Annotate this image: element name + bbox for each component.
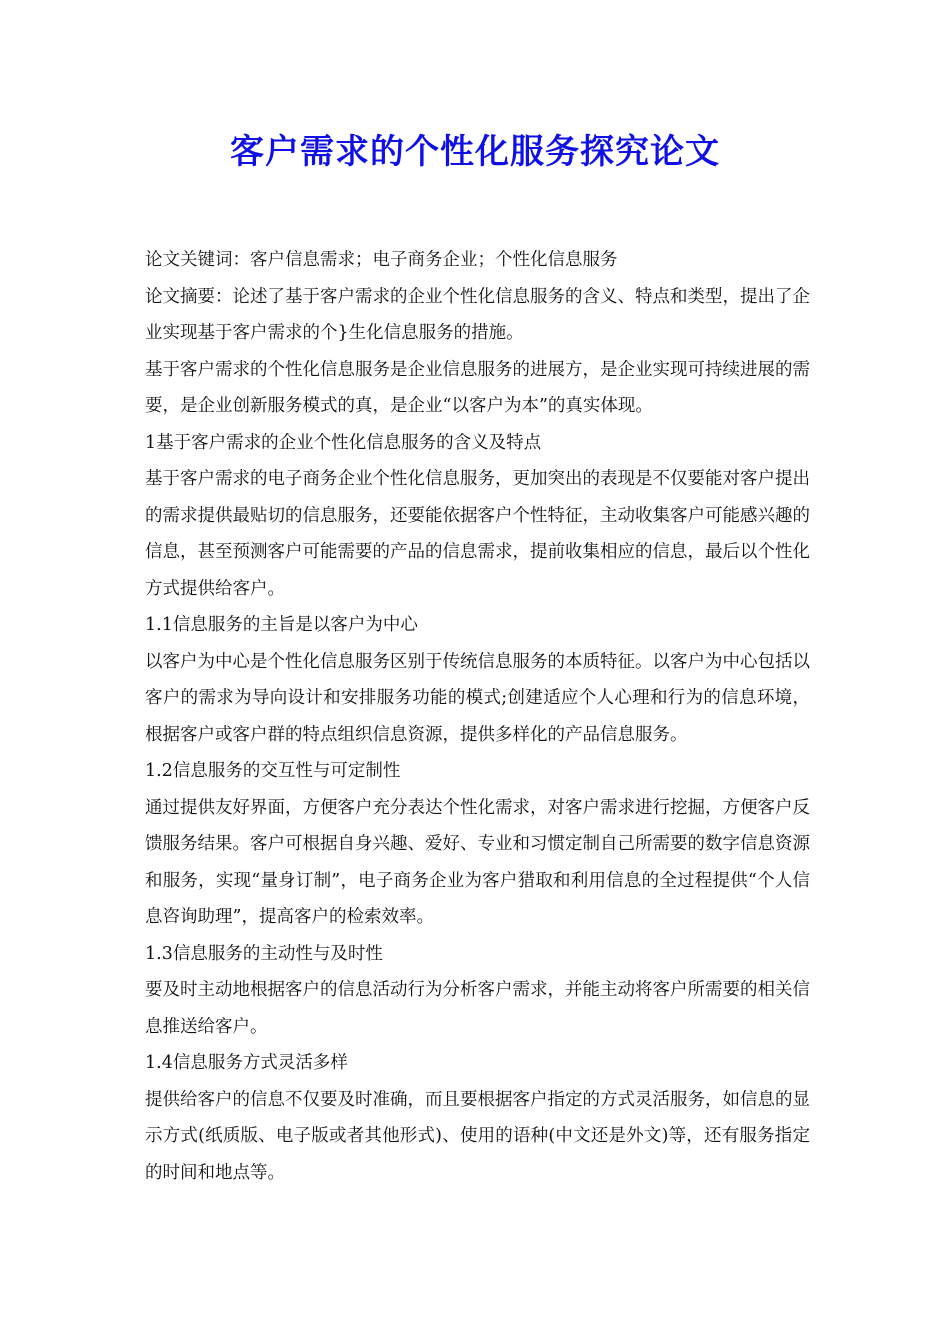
document-body [145, 242, 810, 1191]
section-1-4-paragraph: 提供给客户的信息不仅要及时准确，而且要根据客户指定的方式灵活服务，如信息的显示方式(纸质版、电子版或者其他形式)、使用的语种(中文还是外文)等，还有服务指定的时间和地点等。 [145, 1089, 810, 1183]
section-1-paragraph: 基于客户需求的电子商务企业个性化信息服务，更加突出的表现是不仅要能对客户提出的需求提供最贴切的信息服务，还要能依据客户个性特征，主动收集客户可能感兴趣的信息，甚至预测客户可能需要的产品的信息需求，提前收集相应的信息，最后以个性化方式提供给客户。 [145, 469, 810, 599]
section-heading-1-3: 1.3信息服务的主动性与及时性 [145, 943, 383, 964]
keywords-line: 论文关键词：客户信息需求；电子商务企业；个性化信息服务 [145, 250, 618, 270]
section-heading-1-1: 1.1信息服务的主旨是以客户为中心 [145, 615, 418, 635]
section-1-2-paragraph: 通过提供友好界面，方便客户充分表达个性化需求，对客户需求进行挖掘，方便客户反馈服务结果。客户可根据自身兴趣、爱好、专业和习惯定制自己所需要的数字信息资源和服务，实现“量身订制”，电子商务企业为客户猎取和利用信息的全过程提供“个人信息咨询助理”，提高客户的检索效率。 [145, 797, 810, 927]
section-heading-1-4: 1.4信息服务方式灵活多样 [145, 1053, 348, 1073]
document-title: 客户需求的个性化服务探究论文 [230, 132, 720, 172]
intro-paragraph: 基于客户需求的个性化信息服务是企业信息服务的进展方，是企业实现可持续进展的需要，是企业创新服务模式的真，是企业“以客户为本”的真实体现。 [145, 359, 810, 416]
section-1-1-paragraph: 以客户为中心是个性化信息服务区别于传统信息服务的本质特征。以客户为中心包括以客户的需求为导向设计和安排服务功能的模式;创建适应个人心理和行为的信息环境，根据客户或客户群的特点组织信息资源，提供多样化的产品信息服务。 [145, 651, 810, 745]
section-heading-1-2: 1.2信息服务的交互性与可定制性 [145, 761, 401, 781]
abstract-paragraph: 论文摘要：论述了基于客户需求的企业个性化信息服务的含义、特点和类型，提出了企业实现基于客户需求的个}生化信息服务的措施。 [145, 286, 810, 343]
section-heading-1: 1基于客户需求的企业个性化信息服务的含义及特点 [145, 432, 542, 453]
section-1-3-paragraph: 要及时主动地根据客户的信息活动行为分析客户需求，并能主动将客户所需要的相关信息推送给客户。 [145, 980, 810, 1037]
